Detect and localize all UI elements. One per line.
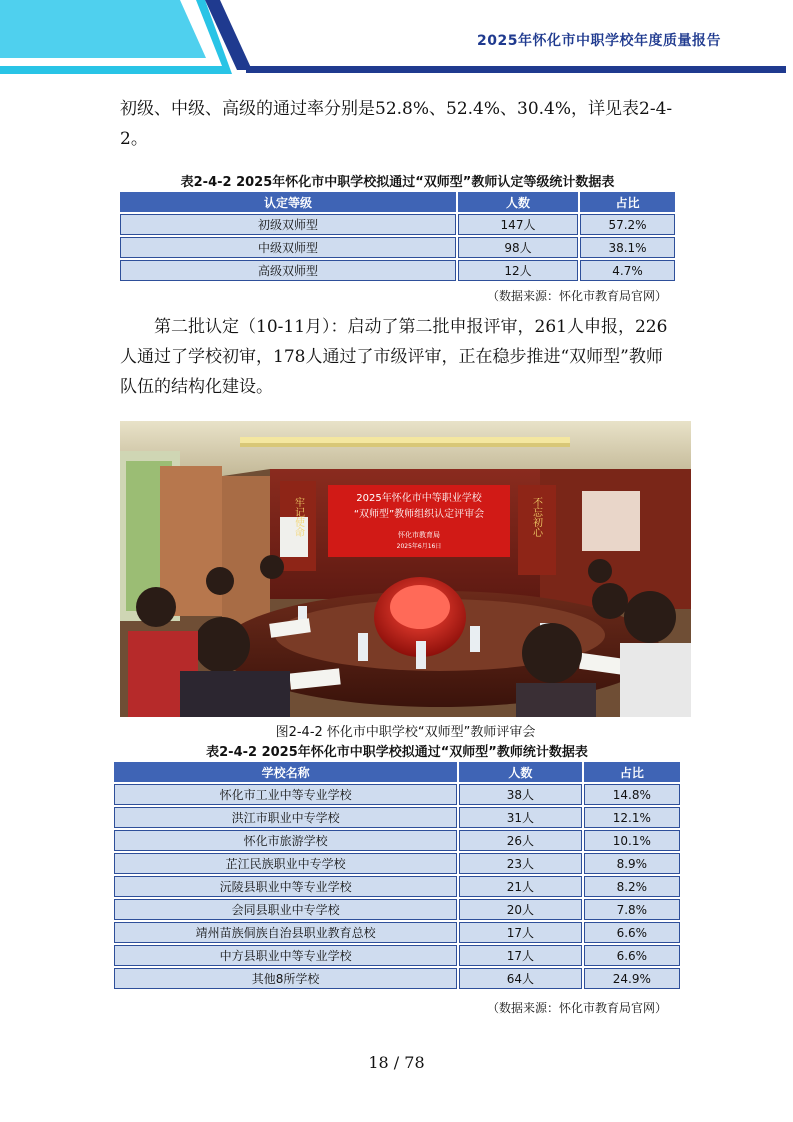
table-cell: 14.8% [584,784,680,805]
table-row [120,237,675,258]
table-cell: 17人 [459,945,581,966]
column-header: 占比 [584,762,680,782]
page-header [0,0,793,80]
table-row [114,830,680,851]
table-cell: 怀化市旅游学校 [114,830,457,851]
table-cell: 初级双师型 [120,214,456,235]
data-source-note: （数据来源：怀化市教育局官网） [486,289,667,303]
banner-date: 2025年6月16日 [396,543,442,550]
table-cell: 21人 [459,876,581,897]
column-header: 人数 [459,762,581,782]
table-cell: 中方县职业中等专业学校 [114,945,457,966]
table-cell: 57.2% [580,214,675,235]
table-caption: 表2-4-2 2025年怀化市中职学校拟通过“双师型”教师统计数据表 [206,745,588,760]
banner-line-2: “双师型”教师组织认定评审会 [353,509,485,520]
table-cell: 芷江民族职业中专学校 [114,853,457,874]
table-cell: 38人 [459,784,581,805]
banner-line-1: 2025年怀化市中等职业学校 [356,493,482,504]
column-header: 学校名称 [114,762,457,782]
table-header-row [114,762,680,782]
table-row [114,899,680,920]
body-paragraph: 第二批认定（10-11月）：启动了第二批申报评审，261人申报，226人通过了学校初审，178人通过了市级评审，正在稳步推进“双师型”教师队伍的结构化建设。 [120,317,668,397]
table-cell: 8.2% [584,876,680,897]
table-cell: 31人 [459,807,581,828]
body-paragraph: 初级、中级、高级的通过率分别是52.8%、52.4%、30.4%，详见表2-4-2。 [120,99,673,149]
table-cell: 洪江市职业中专学校 [114,807,457,828]
slogan-left: 牢记使命 [292,497,304,537]
table-cell: 64人 [459,968,581,989]
table-row [114,945,680,966]
table-cell: 6.6% [584,945,680,966]
table-cell: 高级双师型 [120,260,456,281]
page-number: 18 / 78 [368,1053,425,1072]
meeting-photo-illustration [120,421,691,717]
table-cell: 23人 [459,853,581,874]
data-source-note: （数据来源：怀化市教育局官网） [486,1001,667,1015]
figure-caption: 图2-4-2 怀化市中职学校“双师型”教师评审会 [275,725,536,740]
table-cell: 6.6% [584,922,680,943]
table-cell: 其他8所学校 [114,968,457,989]
table-cell: 26人 [459,830,581,851]
table-cell: 147人 [458,214,578,235]
column-header: 认定等级 [120,192,456,212]
table-cell: 怀化市工业中等专业学校 [114,784,457,805]
table-cell: 沅陵县职业中等专业学校 [114,876,457,897]
meeting-photo [120,421,691,717]
table-cell: 38.1% [580,237,675,258]
table-row [120,214,675,235]
table-cell: 20人 [459,899,581,920]
table-row [120,260,675,281]
table-cell: 10.1% [584,830,680,851]
table-cell: 4.7% [580,260,675,281]
table-cell: 12.1% [584,807,680,828]
table-row [114,784,680,805]
table-row [114,876,680,897]
table-caption: 表2-4-2 2025年怀化市中职学校拟通过“双师型”教师认定等级统计数据表 [180,175,615,190]
table-header-row [120,192,675,212]
table-cell: 8.9% [584,853,680,874]
report-title: 2025年怀化市中职学校年度质量报告 [477,33,721,49]
column-header: 人数 [458,192,578,212]
table-cell: 中级双师型 [120,237,456,258]
table-row [114,922,680,943]
table-cell: 12人 [458,260,578,281]
table-cell: 7.8% [584,899,680,920]
table-cell: 靖州苗族侗族自治县职业教育总校 [114,922,457,943]
school-count-table [112,760,682,991]
table-cell: 98人 [458,237,578,258]
table-cell: 24.9% [584,968,680,989]
table-row [114,853,680,874]
banner-org: 怀化市教育局 [398,531,440,539]
column-header: 占比 [580,192,675,212]
table-cell: 会同县职业中专学校 [114,899,457,920]
table-row [114,968,680,989]
table-cell: 17人 [459,922,581,943]
slogan-right: 不忘初心 [530,497,542,537]
certification-level-table [118,190,677,283]
table-row [114,807,680,828]
